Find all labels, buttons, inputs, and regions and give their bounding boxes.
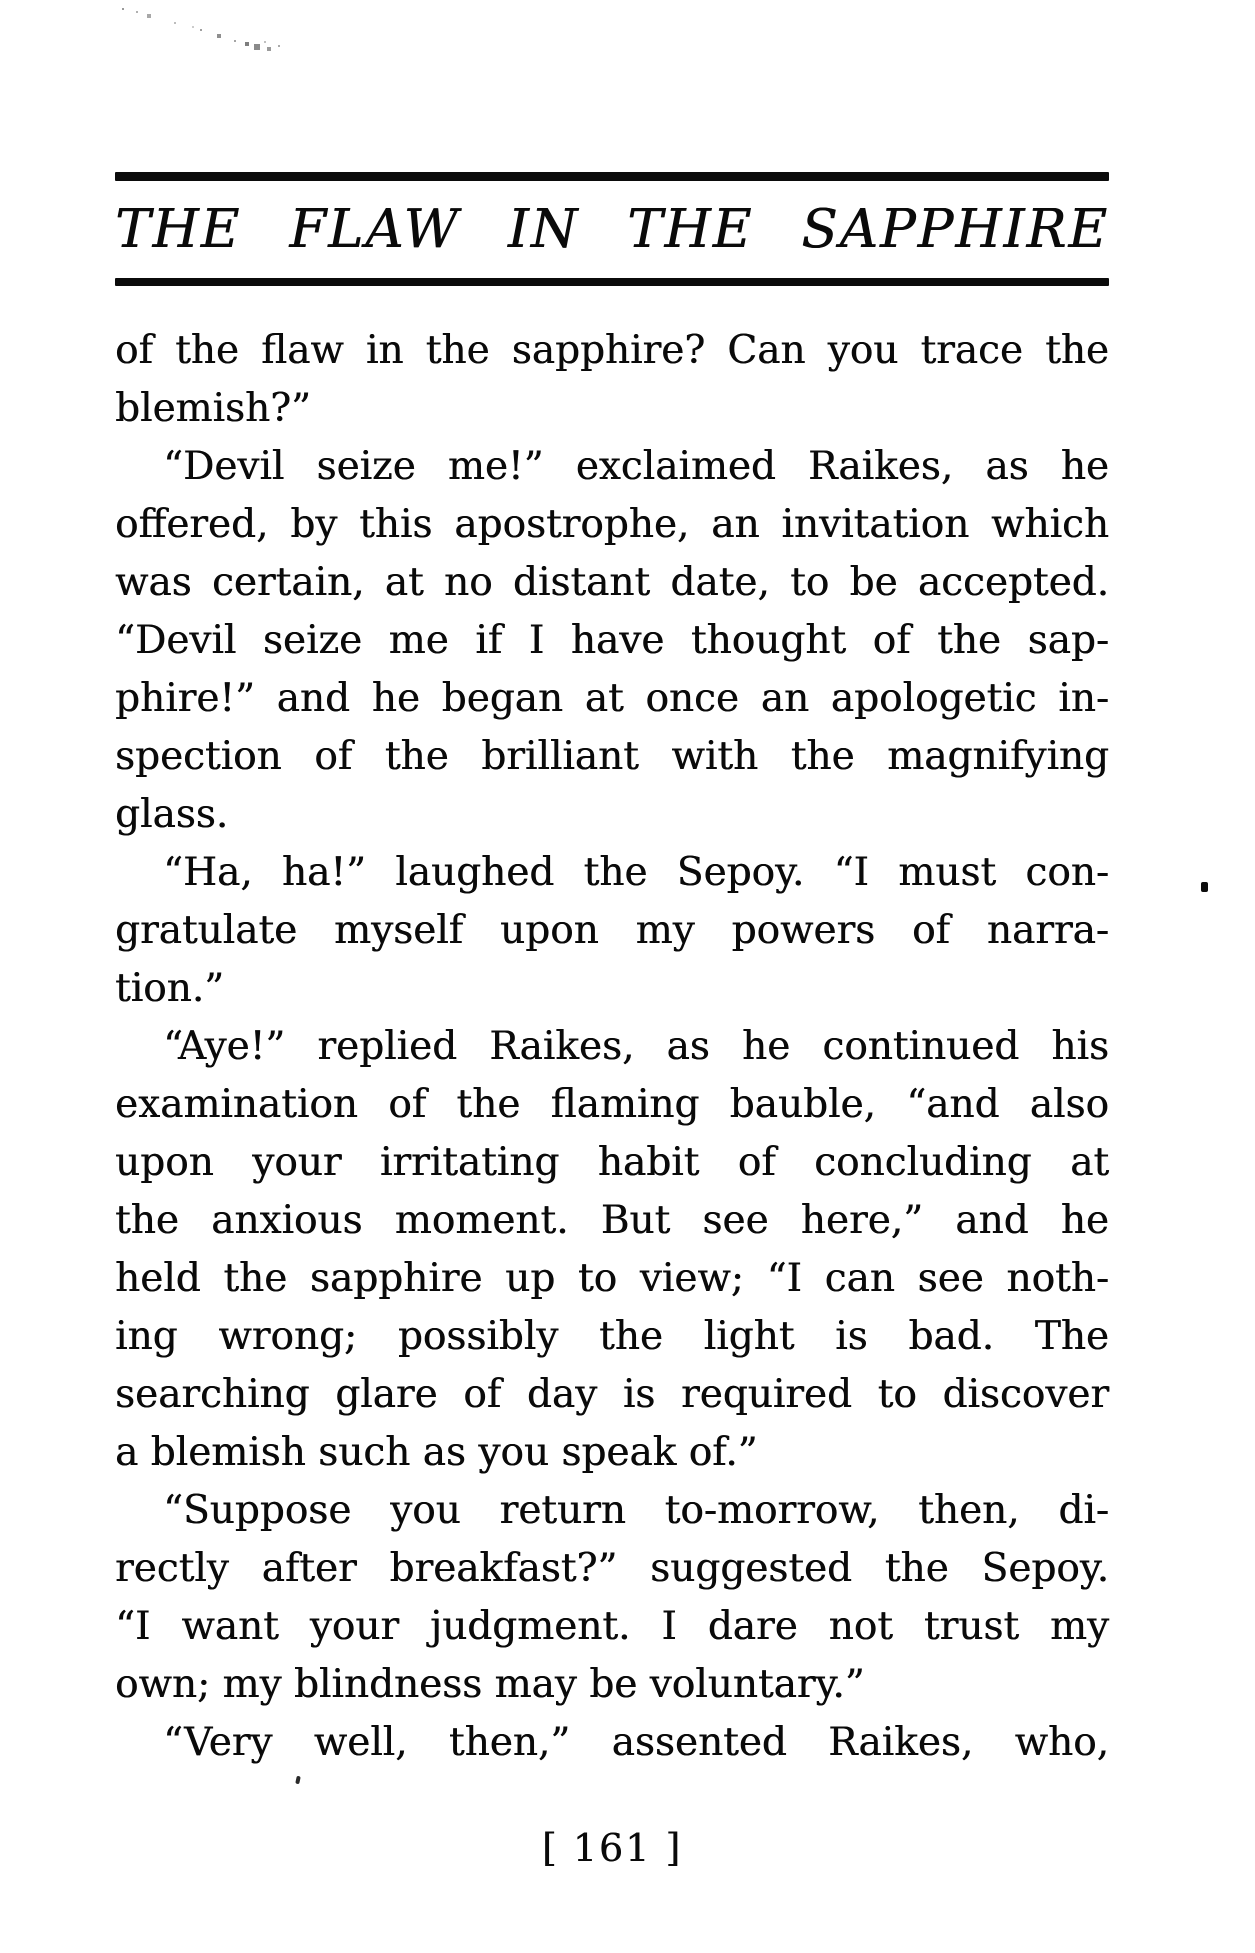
scan-noise-cluster [122,8,124,10]
text-line: own; my blindness may be voluntary.” [115,1662,865,1707]
text-line: “Aye!” replied Raikes, as he continued his [163,1024,1109,1069]
text-line: ing wrong; possibly the light is bad. The [115,1314,1109,1359]
text-line: examination of the flaming bauble, “and also [115,1082,1109,1127]
title-word: IN [507,199,580,260]
text-line: blemish?” [115,386,311,431]
text-line: “Devil seize me!” exclaimed Raikes, as he [163,444,1109,489]
text-line: held the sapphire up to view; “I can see noth- [115,1256,1109,1301]
text-line: “Devil seize me if I have thought of the sap- [115,618,1109,663]
text-line: “Ha, ha!” laughed the Sepoy. “I must con- [163,850,1109,895]
text-line: a blemish such as you speak of.” [115,1430,758,1475]
header-rule-top [115,172,1109,181]
text-line: searching glare of day is required to discover [115,1372,1109,1417]
text-line: rectly after breakfast?” suggested the Sepoy. [115,1546,1109,1591]
text-line: phire!” and he began at once an apologetic in- [115,676,1109,721]
text-line: gratulate myself upon my powers of narra- [115,908,1109,953]
text-line: “I want your judgment. I dare not trust my [115,1604,1109,1649]
title-word: THE [115,199,242,260]
text-line: offered, by this apostrophe, an invitation which [115,502,1109,547]
page-number: [ 161 ] [541,1826,683,1870]
title-word: SAPPHIRE [801,199,1109,260]
text-line: “Very well, then,” assented Raikes, who, [163,1720,1109,1765]
scan-speck [1201,882,1208,892]
header-rule-bottom [115,278,1109,286]
title-word: FLAW [289,199,460,260]
text-line: upon your irritating habit of concluding at [115,1140,1109,1185]
text-line: was certain, at no distant date, to be accepted. [115,560,1109,605]
text-line: tion.” [115,966,225,1011]
text-line: the anxious moment. But see here,” and he [115,1198,1109,1243]
text-line: spection of the brilliant with the magnifying [115,734,1109,779]
text-line: “Suppose you return to-morrow, then, di- [163,1488,1109,1533]
title-word: THE [627,199,754,260]
scan-speck [295,1776,301,1785]
body-text [115,322,1109,1772]
text-line: of the flaw in the sapphire? Can you trace the [115,328,1109,373]
text-line: glass. [115,792,229,837]
page-title [115,199,1109,260]
